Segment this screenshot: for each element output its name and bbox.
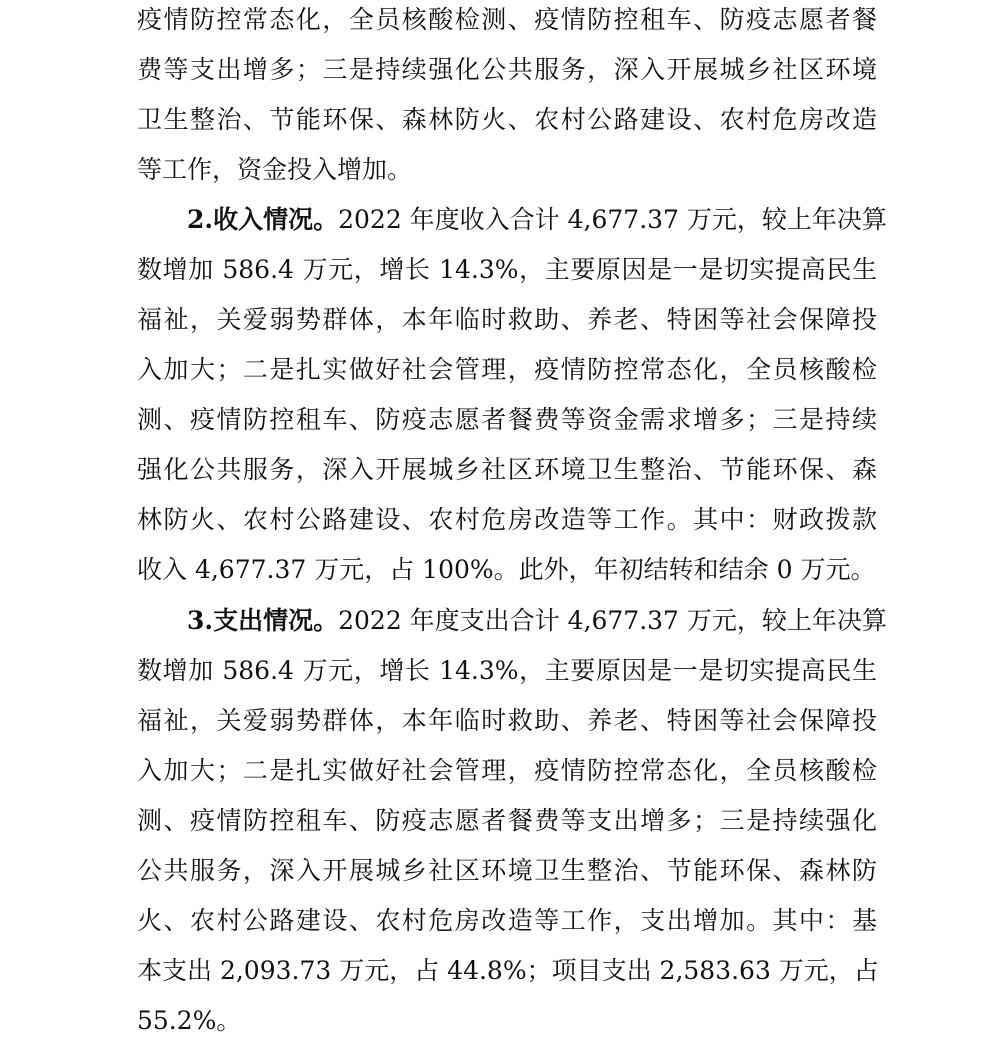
paragraph-2-line-8: 收入 4,677.37 万元，占 100%。此外，年初结转和结余 0 万元。 — [137, 555, 876, 584]
expenditure-heading: 3.支出情况。 — [187, 606, 339, 635]
paragraph-3-line-5: 测、疫情防控租车、防疫志愿者餐费等支出增多；三是持续强化 — [137, 806, 877, 835]
paragraph-2-line-6: 强化公共服务，深入开展城乡社区环境卫生整治、节能环保、森 — [137, 455, 877, 484]
paragraph-2-line-3: 福祉，关爱弱势群体，本年临时救助、养老、特困等社会保障投 — [137, 305, 877, 334]
paragraph-2-first-line — [187, 200, 887, 240]
paragraph-1-line-3: 卫生整治、节能环保、森林防火、农村公路建设、农村危房改造 — [137, 105, 877, 134]
income-first-line-text: 2022 年度收入合计 4,677.37 万元，较上年决算 — [338, 205, 887, 234]
paragraph-3-line-3: 福祉，关爱弱势群体，本年临时救助、养老、特困等社会保障投 — [137, 706, 877, 735]
paragraph-1-line-4: 等工作，资金投入增加。 — [137, 155, 413, 184]
paragraph-3-line-4: 入加大；二是扎实做好社会管理，疫情防控常态化，全员核酸检 — [137, 756, 877, 785]
paragraph-3-line-8: 本支出 2,093.73 万元，占 44.8%；项目支出 2,583.63 万元，占 — [137, 956, 879, 985]
paragraph-3-first-line — [187, 601, 887, 641]
expenditure-first-line-text: 2022 年度支出合计 4,677.37 万元，较上年决算 — [338, 606, 887, 635]
paragraph-2-line-4: 入加大；二是扎实做好社会管理，疫情防控常态化，全员核酸检 — [137, 355, 877, 384]
paragraph-1-line-1: 疫情防控常态化，全员核酸检测、疫情防控租车、防疫志愿者餐 — [137, 5, 877, 34]
paragraph-3-line-6: 公共服务，深入开展城乡社区环境卫生整治、节能环保、森林防 — [137, 856, 877, 885]
paragraph-2-line-7: 林防火、农村公路建设、农村危房改造等工作。其中：财政拨款 — [137, 505, 877, 534]
income-heading: 2.收入情况。 — [187, 205, 339, 234]
paragraph-3-line-7: 火、农村公路建设、农村危房改造等工作，支出增加。其中：基 — [137, 906, 877, 935]
paragraph-2-line-5: 测、疫情防控租车、防疫志愿者餐费等资金需求增多；三是持续 — [137, 405, 877, 434]
paragraph-3-line-9: 55.2%。 — [137, 1006, 242, 1035]
paragraph-3-line-2: 数增加 586.4 万元，增长 14.3%，主要原因是一是切实提高民生 — [137, 656, 877, 685]
paragraph-1-line-2: 费等支出增多；三是持续强化公共服务，深入开展城乡社区环境 — [137, 55, 877, 84]
paragraph-2-line-2: 数增加 586.4 万元，增长 14.3%，主要原因是一是切实提高民生 — [137, 255, 877, 284]
